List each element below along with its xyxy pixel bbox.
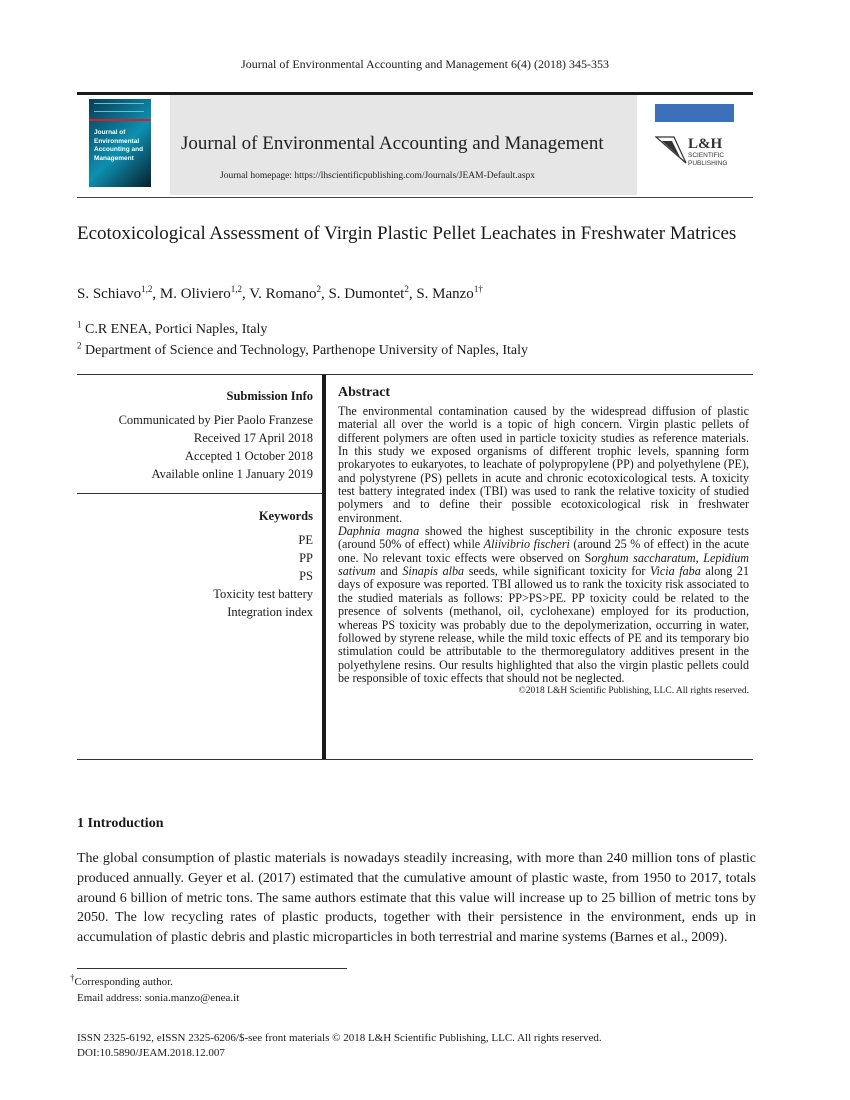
keyword-list [77,531,313,621]
affiliation-1 [77,319,268,338]
keywords-divider [77,493,322,494]
species-name: orghum saccharatum, Lepidium sativum [338,550,749,579]
introduction-text: The global consumption of plastic materials is nowadays steadily increasing, with more than 240 million tons of plastic produced annually. Geyer et al. (2017) estimated that the cumulative amount of plastic waste, from 1950 to 2017, totals around 6 billion of metric tons. The same authors estimate that this value will increase up to 25 billion of metric tons by 2050. The low recycling rates of plastic products, together with their persistence in the environment, ends up in accumulation of plastic debris and plastic microparticles in both terrestrial and marine systems (Barnes et al., 2009). [77,851,756,946]
author-affiliation-sup: 2 [316,284,321,294]
publisher-logo-sub2: PUBLISHING [688,160,728,167]
keyword-item: PE [298,533,313,547]
submission-online: Available online 1 January 2019 [151,467,313,481]
abstract-paragraph-1: The environmental contamination caused by the widespread diffusion of plastic material all over the world is a topic of high concern. Virgin plastic pellets of different polymers are often used in particle toxicity studies as reference materials. In this study we exposed organisms of different trophic levels, spanning form prokaryotes to eukaryotes, to leachate of polypropylene (PP) and polyethylene (PE), and polystyrene (PS) pellets in acute and chronic ecotoxicological tests. A toxicity test battery integrated index (TBI) was used to rank the relative toxicity of studied polymers and to define their possible ecotoxicological risk in freshwater environment. [338,404,749,525]
footnote [70,974,239,1006]
journal-title: Journal of Environmental Accounting and Management [181,133,604,154]
running-header: Journal of Environmental Accounting and Management 6(4) (2018) 345-353 [241,57,609,71]
publisher-logo-text: L&H [688,136,723,152]
article-info-box [77,374,753,760]
publisher-logo-sub1: SCIENTIFIC [688,152,725,159]
footer-issn: ISSN 2325-6192, eISSN 2325-6206/$-see front materials © 2018 L&H Scientific Publishing, LLC. All rights reserved. [77,1032,602,1044]
abstract-copyright: ©2018 L&H Scientific Publishing, LLC. All rights reserved. [518,686,749,697]
author-affiliation-sup: 2 [404,284,409,294]
author-affiliation-sup: 1,2 [230,284,242,294]
author-affiliation-sup: 1† [473,284,483,294]
article-title: Ecotoxicological Assessment of Virgin Plastic Pellet Leachates in Freshwater Matrices [77,223,737,244]
submission-received: Received 17 April 2018 [193,431,313,445]
abstract-text [338,405,749,685]
publisher-logo [654,133,734,169]
submission-info-heading: Submission Info [226,389,313,403]
journal-homepage[interactable]: Journal homepage: https://lhscientificpublishing.com/Journals/JEAM-Default.aspx [220,171,536,181]
affiliation-text: Department of Science and Technology, Parthenope University of Naples, Italy [85,343,528,358]
author-name: S. Manzo [416,286,474,302]
introduction-heading: 1 Introduction [77,816,164,831]
affiliation-number: 1 [77,319,82,330]
species-name: Sinapis alba [402,564,465,579]
author-name: S. Schiavo [77,286,142,302]
abstract-span: showed the highest susceptibility in the chronic exposure tests (around 50% of effect) while [338,524,749,552]
species-name: Vicia faba [650,564,701,579]
submission-accepted: Accepted 1 October 2018 [184,449,313,463]
author-separator: , [152,286,160,302]
cover-red-line [89,119,151,121]
keyword-item: Integration index [227,605,313,619]
author-separator: , [320,286,329,302]
abstract-span: seeds, while significant toxicity for [464,564,651,579]
footnote-email[interactable]: Email address: sonia.manzo@enea.it [77,992,240,1004]
keywords-heading: Keywords [258,509,313,523]
footnote-mark: † [70,972,75,983]
affiliation-text: C.R ENEA, Portici Naples, Italy [85,322,268,337]
info-column-divider [322,375,326,759]
author-affiliation-sup: 1,2 [141,284,153,294]
masthead-band [170,95,637,195]
publisher-logo-bar [655,104,734,122]
keyword-item: PP [299,551,313,565]
journal-cover-image [89,99,151,187]
footnote-divider [77,968,347,969]
affiliation-number: 2 [77,340,82,351]
author-name: S. Dumontet [328,286,405,302]
affiliation-2 [77,340,528,359]
abstract-span: along 21 days of exposure was reported. TBI allowed us to rank the toxicity risk associated to the studied materials as follows: PP>PS>PE. PP toxicity could be related to the presence of solvents (methanol, oil, cyclohexane) employed for its production, whereas PS toxicity was probably due to the depolymerization, occurring in water, followed by styrene release, while the mild toxic effects of PE and its temporary bio stimulation could be attributable to the thermoregulatory additives present in the polyethylene resins. Our results highlighted that also the virgin plastic pellets could be responsible of toxic effects that should not be neglected. [338,564,749,685]
footer-doi[interactable]: DOI:10.5890/JEAM.2018.12.007 [77,1047,225,1059]
species-name: Aliivibrio fischeri [483,537,570,552]
cover-header-lines [94,103,144,112]
submission-communicated: Communicated by Pier Paolo Franzese [118,413,313,427]
abstract-heading: Abstract [338,385,391,400]
author-separator: , [242,286,250,302]
abstract-section [338,385,749,696]
cover-title: Journal of Environmental Accounting and Management [94,129,144,162]
abstract-span: and [375,564,403,579]
keyword-item: Toxicity test battery [213,587,313,601]
species-name: Daphnia magna [338,524,420,539]
author-name: M. Oliviero [159,286,231,302]
page-footer [77,1031,602,1061]
footnote-corresponding: Corresponding author. [74,976,173,988]
submission-info-lines [77,411,313,483]
author-list [77,286,483,303]
abstract-span: (around 25 % of effect) in the acute one. No relevant toxic effects were observed on S [338,537,750,565]
author-name: V. Romano [249,286,317,302]
abstract-paragraph-2 [338,524,749,685]
article-info-column [77,375,313,621]
journal-masthead [77,92,753,198]
keyword-item: PS [299,569,313,583]
author-separator: , [408,286,417,302]
